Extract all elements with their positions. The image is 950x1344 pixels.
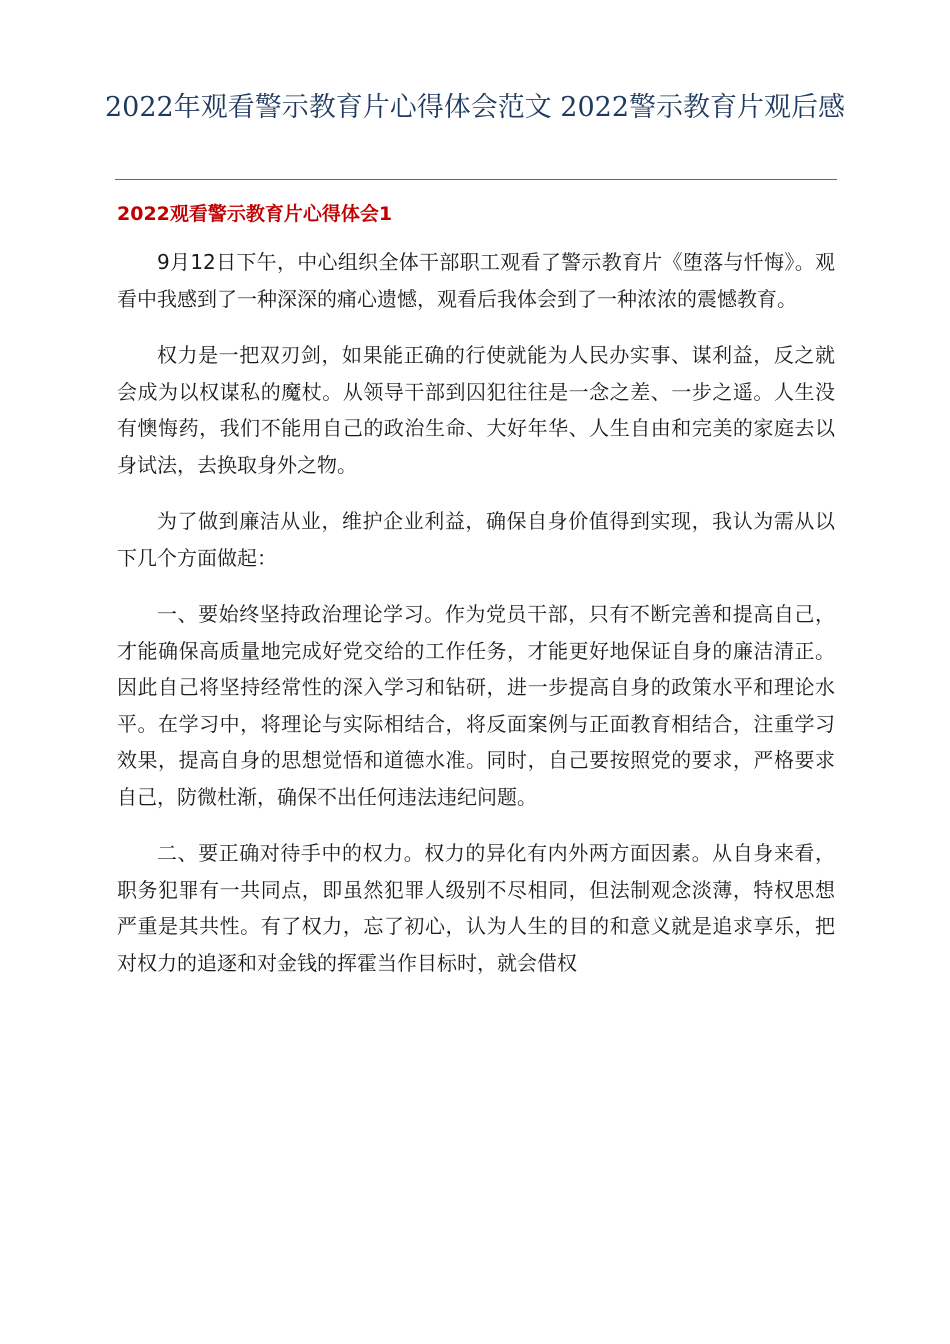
section-heading: 2022观看警示教育片心得体会1 <box>117 203 393 225</box>
paragraph: 为了做到廉洁从业，维护企业利益，确保自身价值得到实现，我认为需从以下几个方面做起： <box>117 509 835 570</box>
paragraph: 9月12日下午，中心组织全体干部职工观看了警示教育片《堕落与忏悔》。观看中我感到了一种深深的痛心遗憾，观看后我体会到了一种浓浓的震憾教育。 <box>117 250 835 311</box>
paragraph: 二、要正确对待手中的权力。权力的异化有内外两方面因素。从自身来看，职务犯罪有一共同点，即虽然犯罪人级别不尽相同，但法制观念淡薄，特权思想严重是其共性。有了权力，忘了初心，认为人生的目的和意义就是追求享乐，把对权力的追逐和对金钱的挥霍当作目标时，就会借权 <box>117 841 835 975</box>
paragraph: 权力是一把双刃剑，如果能正确的行使就能为人民办实事、谋利益，反之就会成为以权谋私的魔杖。从领导干部到囚犯往往是一念之差、一步之遥。人生没有懊悔药，我们不能用自己的政治生命、大好年华、人生自由和完美的家庭去以身试法，去换取身外之物。 <box>117 343 835 477</box>
paragraph: 一、要始终坚持政治理论学习。作为党员干部，只有不断完善和提高自己，才能确保高质量地完成好党交给的工作任务，才能更好地保证自身的廉洁清正。因此自己将坚持经常性的深入学习和钻研，进一步提高自身的政策水平和理论水平。在学习中，将理论与实际相结合，将反面案例与正面教育相结合，注重学习效果，提高自身的思想觉悟和道德水准。同时，自己要按照党的要求，严格要求自己，防微杜渐，确保不出任何违法违纪问题。 <box>117 602 835 809</box>
title-divider <box>115 179 837 180</box>
document-body <box>117 244 835 1001</box>
document-title: 2022年观看警示教育片心得体会范文 2022警示教育片观后感 <box>104 92 845 123</box>
